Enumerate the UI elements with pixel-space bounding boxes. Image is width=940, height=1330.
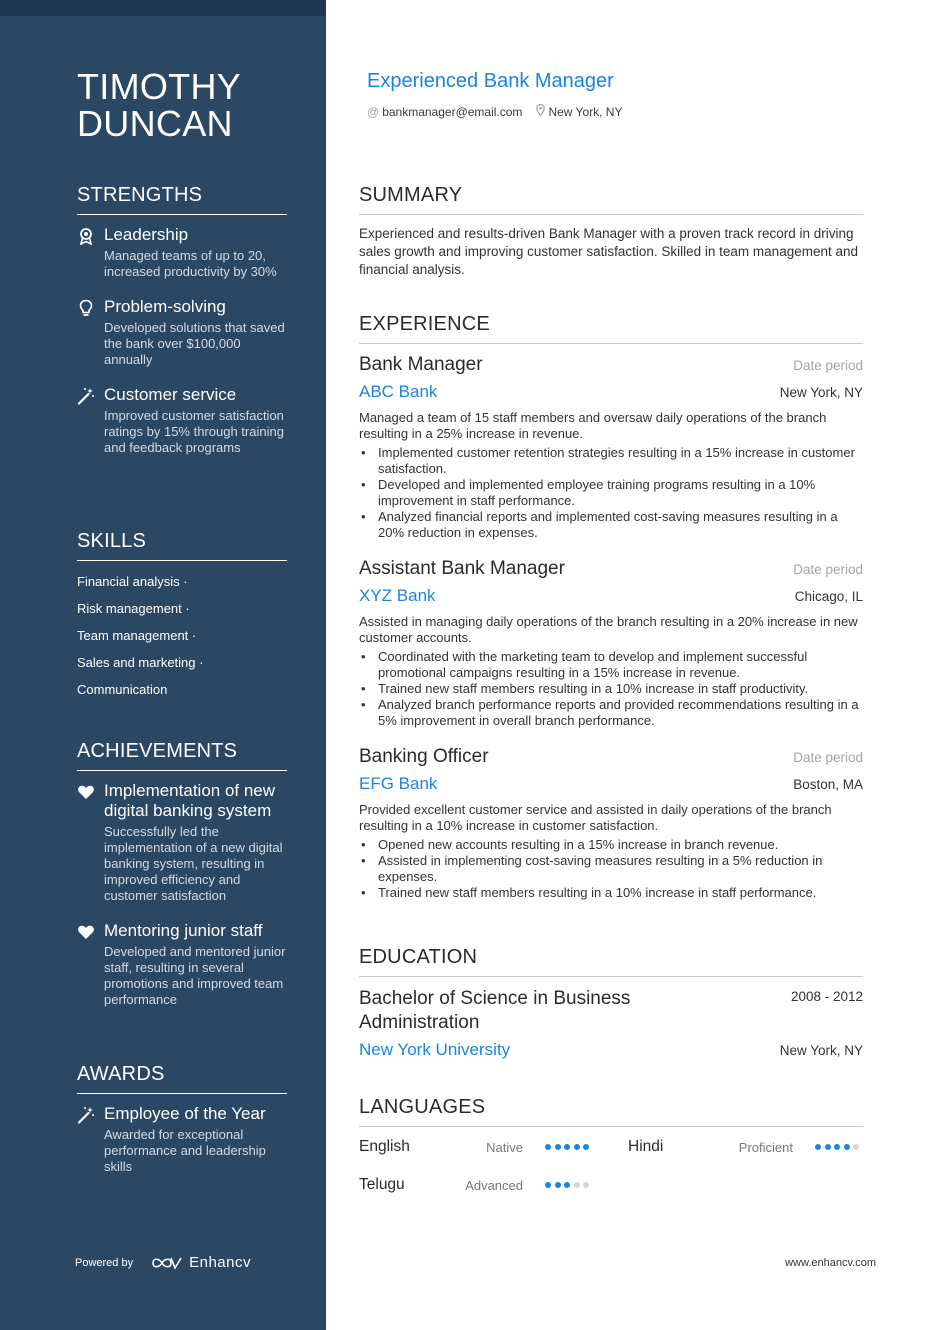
proficiency-dot-empty: [853, 1144, 859, 1150]
proficiency-dot-filled: [844, 1144, 850, 1150]
strength-title: Customer service: [104, 385, 237, 404]
strength-item: [77, 385, 287, 456]
job-title: Bank Manager: [359, 354, 483, 375]
bullet-item: • Analyzed financial reports and implemented cost-saving measures resulting in a 20% reduction in expenses.: [359, 509, 863, 541]
job-date: Date period: [793, 562, 863, 577]
skill-item: Risk management ·: [77, 601, 190, 616]
language-level: Native: [486, 1139, 523, 1155]
education-section: [359, 945, 863, 1062]
proficiency-dot-filled: [834, 1144, 840, 1150]
experience-section: [359, 312, 863, 901]
strength-item: [77, 225, 287, 280]
education-location: New York, NY: [779, 1043, 863, 1058]
enhancv-logo[interactable]: [151, 1254, 251, 1271]
job-location: Boston, MA: [793, 777, 863, 792]
strengths-section: [77, 183, 287, 473]
bullet-item: • Coordinated with the marketing team to develop and implement successful promotional campaigns resulting in a 15% increase in revenue.: [359, 649, 863, 681]
job-description: Assisted in managing daily operations of the branch resulting in a 20% increase in new customer accounts.: [359, 614, 858, 645]
summary-section: [359, 183, 863, 279]
job-date: Date period: [793, 750, 863, 765]
headline: Experienced Bank Manager: [367, 70, 614, 92]
bullet-item: • Developed and implemented employee training programs resulting in a 10% improvement in staff performance.: [359, 477, 863, 509]
job-description: Provided excellent customer service and assisted in daily operations of the branch resulting in a 10% increase in customer satisfaction.: [359, 802, 832, 833]
candidate-name: TIMOTHY DUNCAN: [77, 66, 241, 144]
proficiency-dot-filled: [555, 1182, 561, 1188]
proficiency-dot-filled: [815, 1144, 821, 1150]
strength-title: Problem-solving: [104, 297, 226, 316]
job-bullets: [359, 445, 863, 541]
job-company[interactable]: XYZ Bank: [359, 586, 436, 605]
achievements-section: [77, 739, 287, 1025]
enhancv-logo-icon: [151, 1255, 183, 1271]
education-heading: EDUCATION: [359, 945, 863, 977]
strength-item: [77, 297, 287, 368]
strengths-heading: STRENGTHS: [77, 183, 287, 215]
job-entry: [359, 353, 863, 541]
experience-heading: EXPERIENCE: [359, 312, 863, 344]
contact-location: New York, NY: [548, 105, 623, 119]
bullet-item: • Assisted in implementing cost-saving measures resulting in a 5% reduction in expenses.: [359, 853, 863, 885]
skill-item: Financial analysis ·: [77, 574, 188, 589]
skill-item: Team management ·: [77, 628, 197, 643]
language-dots: [545, 1144, 593, 1150]
job-title: Assistant Bank Manager: [359, 558, 565, 579]
awards-section: [77, 1062, 287, 1192]
achievements-heading: ACHIEVEMENTS: [77, 739, 287, 771]
language-name: Telugu: [359, 1176, 405, 1193]
powered-by: [75, 1254, 251, 1271]
achievement-item: [77, 921, 287, 1008]
awards-heading: AWARDS: [77, 1062, 287, 1094]
education-dates: 2008 - 2012: [790, 989, 863, 1004]
proficiency-dot-filled: [564, 1144, 570, 1150]
achievement-desc: Developed and mentored junior staff, resulting in several promotions and improved team performance: [104, 944, 286, 1007]
job-location: New York, NY: [779, 385, 863, 400]
school-name[interactable]: New York University: [359, 1040, 511, 1059]
skills-section: [77, 529, 287, 709]
lightbulb-icon: [77, 299, 95, 317]
language-dots: [815, 1144, 863, 1150]
achievement-item: [77, 781, 287, 904]
bullet-item: • Implemented customer retention strategies resulting in a 15% increase in customer satisfaction.: [359, 445, 863, 477]
language-name: English: [359, 1138, 410, 1155]
summary-text: Experienced and results-driven Bank Manager with a proven track record in driving sales growth and improving customer satisfaction. Skilled in team management and financial analysis.: [359, 226, 858, 277]
language-level: Advanced: [465, 1177, 523, 1193]
job-company[interactable]: ABC Bank: [359, 382, 438, 401]
achievement-desc: Successfully led the implementation of a new digital banking system, resulting in improved efficiency and customer satisfaction: [104, 824, 283, 903]
skills-heading: SKILLS: [77, 529, 287, 561]
heart-icon: [77, 783, 95, 801]
sidebar-top-bar: [0, 0, 326, 16]
magic-wand-icon: [77, 1106, 95, 1124]
award-title: Employee of the Year: [104, 1104, 266, 1123]
magic-wand-icon: [77, 387, 95, 405]
skill-item: Communication: [77, 682, 168, 697]
proficiency-dot-filled: [583, 1144, 589, 1150]
proficiency-dot-filled: [574, 1144, 580, 1150]
proficiency-dot-empty: [574, 1182, 580, 1188]
language-item: [359, 1176, 611, 1194]
achievement-title: Implementation of new digital banking system: [104, 781, 276, 820]
strength-desc: Managed teams of up to 20, increased productivity by 30%: [104, 248, 277, 279]
job-entry: [359, 557, 863, 729]
contact-email[interactable]: bankmanager@email.com: [382, 105, 523, 119]
enhancv-brand-text: Enhancv: [189, 1254, 251, 1271]
award-desc: Awarded for exceptional performance and leadership skills: [104, 1127, 266, 1174]
strength-desc: Improved customer satisfaction ratings by 15% through training and feedback programs: [104, 408, 284, 455]
bullet-item: • Trained new staff members resulting in a 10% increase in staff productivity.: [359, 681, 863, 697]
languages-section: [359, 1095, 863, 1203]
summary-heading: SUMMARY: [359, 183, 863, 215]
strength-desc: Developed solutions that saved the bank over $100,000 annually: [104, 320, 285, 367]
language-level: Proficient: [738, 1139, 793, 1155]
language-name: Hindi: [628, 1138, 664, 1155]
degree-title: Bachelor of Science in Business Administration: [359, 988, 631, 1033]
heart-icon: [77, 923, 95, 941]
proficiency-dot-empty: [583, 1182, 589, 1188]
award-icon: [77, 227, 95, 245]
bullet-item: • Trained new staff members resulting in a 10% increase in staff performance.: [359, 885, 863, 901]
language-item: [359, 1138, 611, 1156]
job-bullets: [359, 649, 863, 729]
sidebar: [0, 0, 326, 1330]
skill-item: Sales and marketing ·: [77, 655, 204, 670]
job-bullets: [359, 837, 863, 901]
pin-icon: [536, 104, 545, 120]
powered-by-label: Powered by: [75, 1256, 134, 1269]
proficiency-dot-filled: [555, 1144, 561, 1150]
footer-url[interactable]: www.enhancv.com: [785, 1257, 876, 1269]
job-description: Managed a team of 15 staff members and oversaw daily operations of the branch resulting in a 25% increase in revenue.: [359, 410, 827, 441]
proficiency-dot-filled: [564, 1182, 570, 1188]
strength-title: Leadership: [104, 225, 189, 244]
bullet-item: • Opened new accounts resulting in a 15% increase in branch revenue.: [359, 837, 863, 853]
proficiency-dot-filled: [545, 1144, 551, 1150]
job-date: Date period: [793, 358, 863, 373]
job-location: Chicago, IL: [794, 589, 863, 604]
job-title: Banking Officer: [359, 746, 489, 767]
language-item: [611, 1138, 863, 1156]
contact-row: [367, 104, 622, 120]
at-icon: @: [367, 105, 380, 119]
languages-heading: LANGUAGES: [359, 1095, 863, 1127]
job-company[interactable]: EFG Bank: [359, 774, 438, 793]
proficiency-dot-filled: [545, 1182, 551, 1188]
proficiency-dot-filled: [825, 1144, 831, 1150]
job-entry: [359, 745, 863, 901]
achievement-title: Mentoring junior staff: [104, 921, 263, 940]
language-dots: [545, 1182, 593, 1188]
award-item: [77, 1104, 287, 1175]
bullet-item: • Analyzed branch performance reports and provided recommendations resulting in a 5% improvement in overall branch performance.: [359, 697, 863, 729]
